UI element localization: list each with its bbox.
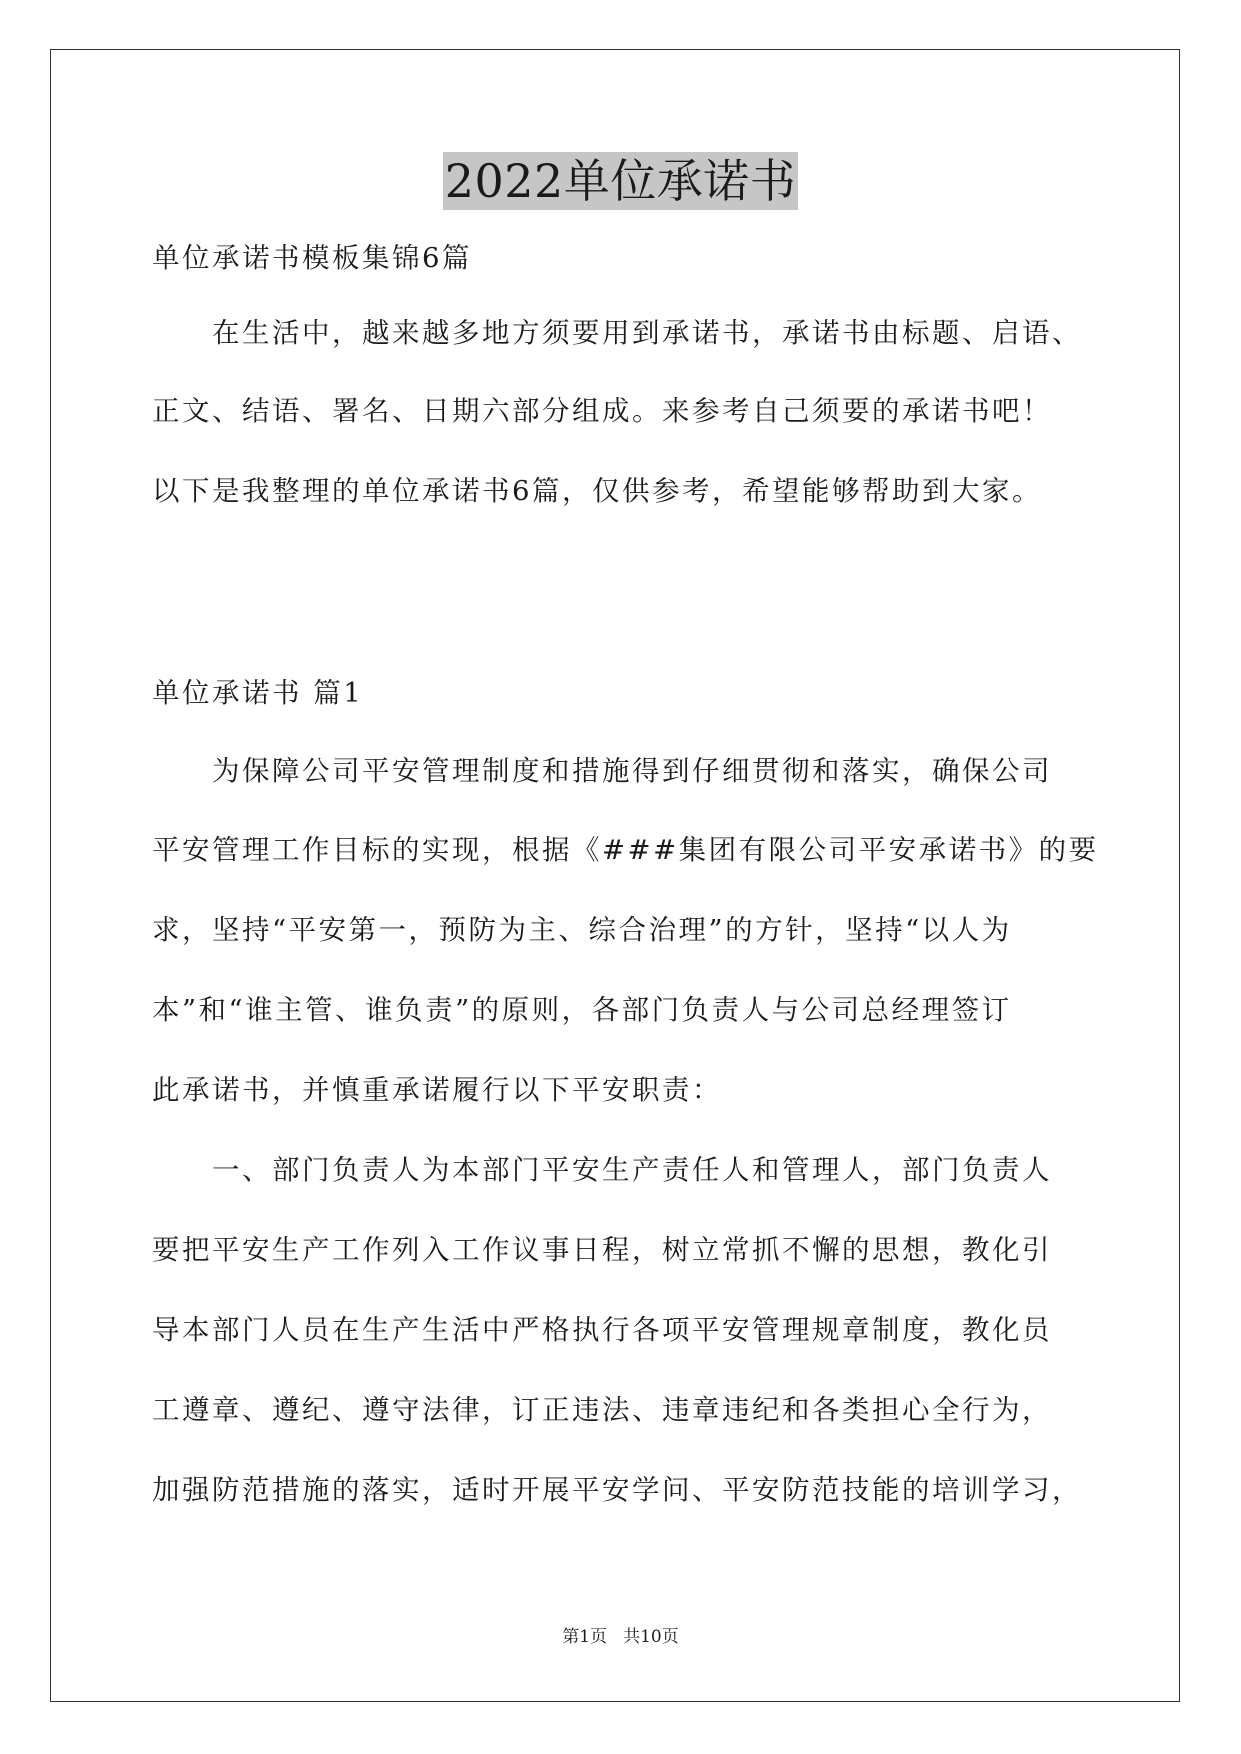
document-title: 2022单位承诺书 [444, 154, 797, 208]
para1-line-2: 平安管理工作目标的实现，根据《###集团有限公司平安承诺书》的要 [152, 834, 1099, 866]
page-number-total: 共10页 [623, 1627, 679, 1647]
para1-line-4: 本”和“谁主管、谁负责”的原则，各部门负责人与公司总经理签订 [152, 994, 1012, 1026]
para1-line-3: 求，坚持“平安第一，预防为主、综合治理”的方针，坚持“以人为 [152, 914, 1012, 946]
page-footer [0, 1626, 1241, 1648]
para2-line-1: 一、部门负责人为本部门平安生产责任人和管理人，部门负责人 [212, 1154, 1052, 1186]
para2-line-3: 导本部门人员在生产生活中严格执行各项平安管理规章制度，教化员 [152, 1314, 1052, 1346]
page-border [50, 49, 1180, 1702]
document-subtitle: 单位承诺书模板集锦6篇 [152, 242, 472, 274]
intro-line-1: 在生活中，越来越多地方须要用到承诺书，承诺书由标题、启语、 [212, 317, 1082, 349]
page-number-current: 第1页 [562, 1627, 608, 1647]
para2-line-2: 要把平安生产工作列入工作议事日程，树立常抓不懈的思想，教化引 [152, 1234, 1052, 1266]
para1-line-5: 此承诺书，并慎重承诺履行以下平安职责： [152, 1074, 722, 1106]
title-container [0, 152, 1241, 210]
intro-line-3: 以下是我整理的单位承诺书6篇，仅供参考，希望能够帮助到大家。 [152, 475, 1042, 507]
para1-line-1: 为保障公司平安管理制度和措施得到仔细贯彻和落实，确保公司 [212, 755, 1052, 787]
para2-line-4: 工遵章、遵纪、遵守法律，订正违法、违章违纪和各类担心全行为， [152, 1394, 1052, 1426]
para2-line-5: 加强防范措施的落实，适时开展平安学问、平安防范技能的培训学习， [152, 1474, 1082, 1506]
intro-line-2: 正文、结语、署名、日期六部分组成。来参考自己须要的承诺书吧！ [152, 395, 1052, 427]
section-heading: 单位承诺书 篇1 [152, 677, 364, 709]
